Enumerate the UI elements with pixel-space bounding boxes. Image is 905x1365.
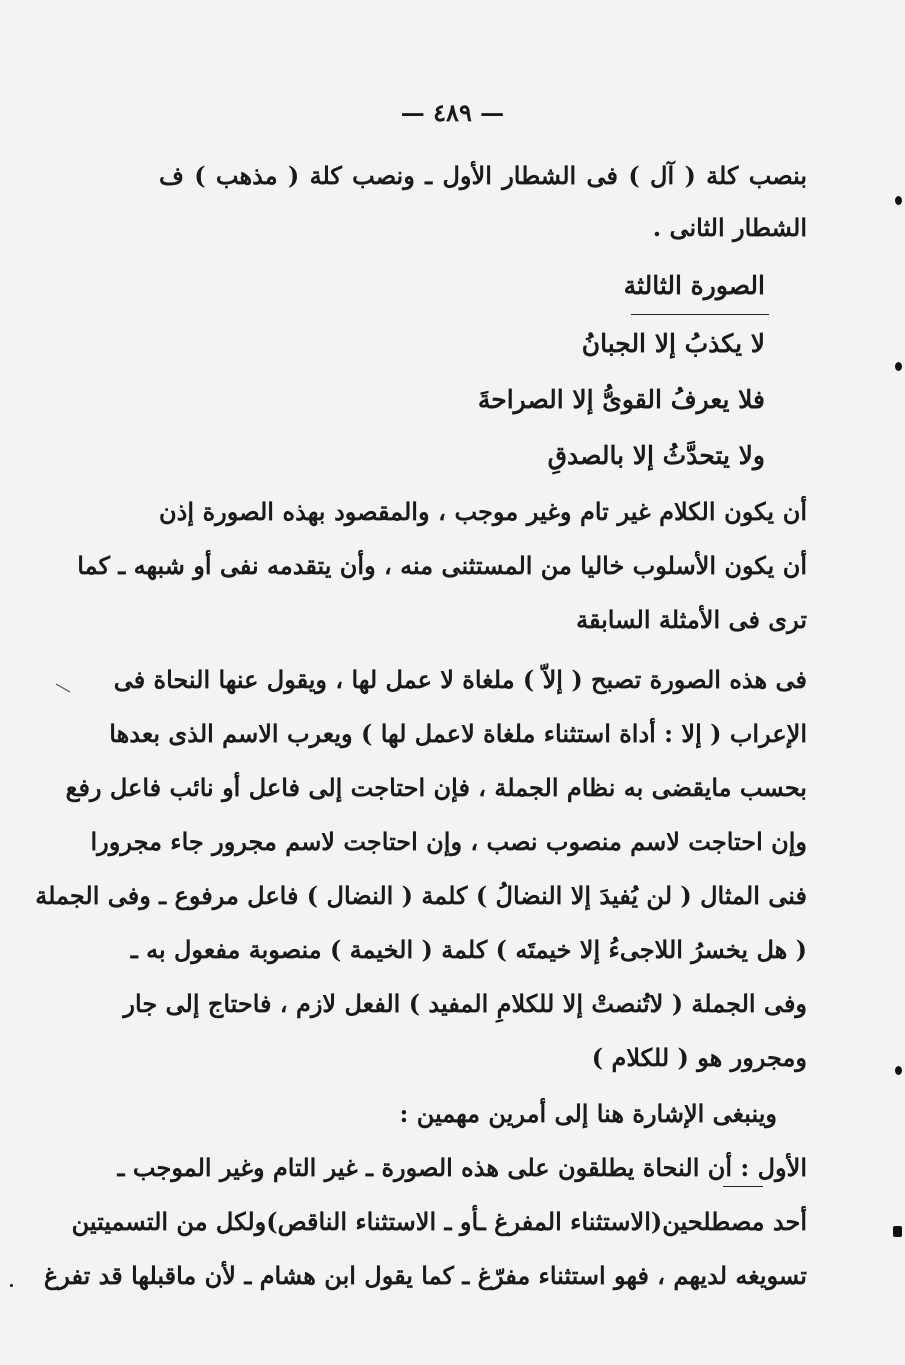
paragraph-1-line-3: ترى فى الأمثلة السابقة <box>576 605 807 634</box>
scan-speck <box>893 1226 902 1237</box>
paragraph-2-line-1: فى هذه الصورة تصبح ( إلاّ ) ملغاة لا عمل لها ، ويقول عنها النحاة فى <box>113 665 807 694</box>
paragraph-1-line-2: أن يكون الأسلوب خاليا من المستثنى منه ، وأن يتقدمه نفى أو شبهه ـ كما <box>77 551 807 580</box>
intro-line-1: بنصب كلة ( آل ) فى الشطار الأول ـ ونصب كلة ( مذهب ) ف <box>159 161 807 190</box>
scan-speck <box>895 196 902 205</box>
paragraph-2-line-8: ومجرور هو ( للكلام ) <box>591 1043 807 1072</box>
paragraph-4-line-1: الأول : أن النحاة يطلقون على هذه الصورة ـ غير التام وغير الموجب ـ <box>117 1153 807 1182</box>
paragraph-2-line-5: فنى المثال ( لن يُفيدَ إلا النضالُ ) كلمة ( النضال ) فاعل مرفوع ـ وفى الجملة <box>35 881 807 910</box>
paragraph-4-line-2: أحد مصطلحين(الاستثناء المفرغ ـأو ـ الاستثناء الناقص)ولكل من التسميتين <box>71 1207 807 1236</box>
poem-line-1: لا يكذبُ إلا الجبانُ <box>581 329 765 358</box>
section-heading: الصورة الثالثة <box>623 271 765 300</box>
scan-speck <box>895 1066 902 1075</box>
section-heading-underline <box>631 314 769 315</box>
paragraph-2-line-4: وإن احتاجت لاسم منصوب نصب ، وإن احتاجت لاسم مجرور جاء مجرورا <box>90 827 807 856</box>
poem-line-3: ولا يتحدَّثُ إلا بالصدقِ <box>547 441 765 470</box>
paragraph-4-line-3: تسويغه لديهم ، فهو استثناء مفرّغ ـ كما يقول ابن هشام ـ لأن ماقبلها قد تفرغ <box>43 1261 807 1290</box>
paragraph-1-line-1: أن يكون الكلام غير تام وغير موجب ، والمقصود بهذه الصورة إذن <box>159 497 807 526</box>
first-point-underline <box>723 1186 763 1187</box>
poem-line-2: فلا يعرفُ القوىُّ إلا الصراحةَ <box>477 385 765 414</box>
scan-stroke <box>54 682 74 696</box>
paragraph-3-line-1: وينبغى الإشارة هنا إلى أمرين مهمين : <box>399 1099 777 1128</box>
page-number: — ٤٨٩ — <box>400 98 505 127</box>
paragraph-2-line-6: ( هل يخسرُ اللاجىءُ إلا خيمتَه ) كلمة ( الخيمة ) منصوبة مفعول به ـ <box>130 935 807 964</box>
scan-speck <box>895 362 902 371</box>
scan-speck <box>10 1284 13 1287</box>
paragraph-2-line-2: الإعراب ( إلا : أداة استثناء ملغاة لاعمل لها ) ويعرب الاسم الذى بعدها <box>109 719 807 748</box>
intro-line-2: الشطار الثانى . <box>652 213 807 242</box>
paragraph-2-line-3: بحسب مايقضى به نظام الجملة ، فإن احتاجت إلى فاعل أو نائب فاعل رفع <box>65 773 807 802</box>
paragraph-2-line-7: وفى الجملة ( لاتُنصتْ إلا للكلامِ المفيد ) الفعل لازم ، فاحتاج إلى جار <box>123 989 807 1018</box>
